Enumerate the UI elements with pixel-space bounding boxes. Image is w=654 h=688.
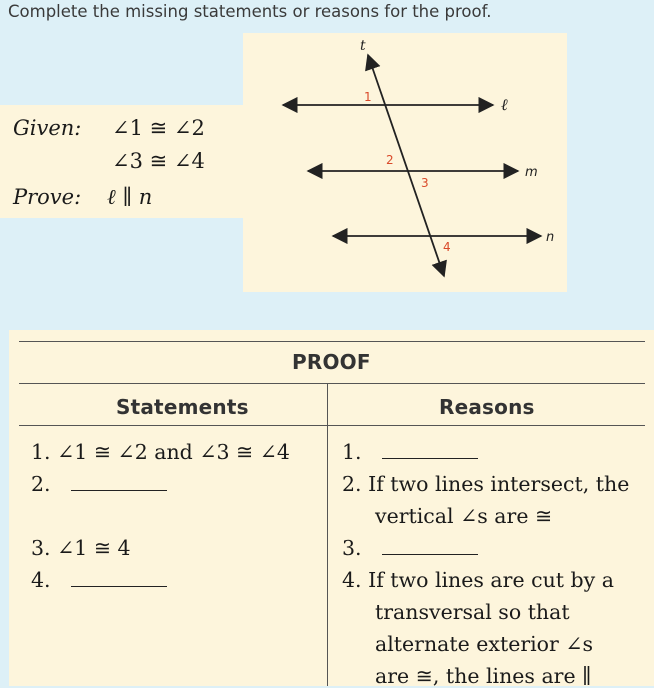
line-label-l: ℓ: [501, 95, 508, 114]
reason-row-3: [342, 536, 478, 560]
reason-number: 4.: [342, 568, 362, 592]
statement-row-2: [31, 472, 167, 496]
line-label-n: n: [546, 230, 555, 245]
statement-text: ∠1 ≅ ∠2 and ∠3 ≅ ∠4: [57, 440, 290, 464]
angle-label-1: 1: [364, 90, 372, 104]
header-rule: [19, 425, 645, 426]
statement-number: 1.: [31, 440, 51, 464]
angle-label-3: 3: [421, 176, 429, 190]
figure-panel: [243, 33, 567, 292]
column-divider: [327, 384, 328, 686]
reason-row-4-cont-3: are ≅, the lines are ∥: [375, 664, 592, 688]
statement-blank[interactable]: [71, 476, 167, 491]
instruction-text: Complete the missing statements or reasons for the proof.: [8, 2, 492, 21]
proof-table: [9, 330, 654, 686]
statement-number: 3.: [31, 536, 51, 560]
statement-row-4: [31, 568, 167, 592]
statement-row-3: [31, 536, 131, 560]
statement-row-1: [31, 440, 290, 464]
transversal-label: t: [360, 38, 366, 54]
reason-row-4-cont-2: alternate exterior ∠s: [375, 632, 594, 656]
reason-row-4: [342, 568, 614, 592]
given-label: Given:: [13, 116, 82, 140]
proof-top-rule: [19, 341, 645, 342]
reason-row-1: [342, 440, 478, 464]
proof-title: PROOF: [292, 350, 371, 374]
prove-label: Prove:: [13, 185, 82, 209]
given-prove-panel: [0, 105, 243, 218]
statement-number: 2.: [31, 472, 51, 496]
given-statement-2: ∠3 ≅ ∠4: [112, 149, 205, 173]
reason-number: 2.: [342, 472, 362, 496]
reason-blank[interactable]: [382, 540, 478, 555]
given-statement-1: ∠1 ≅ ∠2: [112, 116, 205, 140]
reasons-header: Reasons: [439, 395, 535, 419]
parallel-lines-diagram: [243, 33, 567, 292]
reason-row-2-cont: vertical ∠s are ≅: [375, 504, 553, 528]
transversal-t: [368, 55, 444, 276]
statement-blank[interactable]: [71, 572, 167, 587]
angle-label-4: 4: [443, 240, 451, 254]
angle-label-2: 2: [386, 153, 394, 167]
reason-text: If two lines intersect, the: [368, 472, 630, 496]
reason-row-4-cont-1: transversal so that: [375, 600, 570, 624]
reason-number: 1.: [342, 440, 362, 464]
statements-header: Statements: [116, 395, 249, 419]
reason-blank[interactable]: [382, 444, 478, 459]
reason-text: If two lines are cut by a: [368, 568, 614, 592]
statement-text: ∠1 ≅ 4: [57, 536, 131, 560]
prove-statement: ℓ ∥ n: [107, 185, 153, 209]
proof-title-rule: [19, 383, 645, 384]
reason-number: 3.: [342, 536, 362, 560]
line-label-m: m: [525, 165, 538, 180]
statement-number: 4.: [31, 568, 51, 592]
reason-row-2: [342, 472, 629, 496]
